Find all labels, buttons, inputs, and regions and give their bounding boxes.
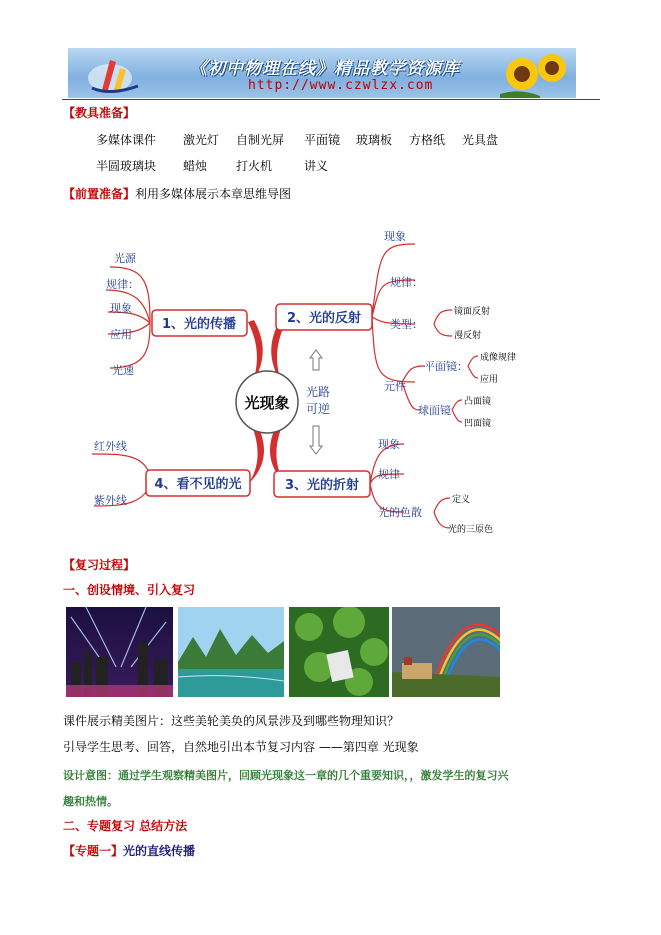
tools-heading: 【教具准备】 — [63, 106, 136, 120]
mindmap-leaf: 成像规律 — [480, 353, 517, 363]
mindmap-leaf: 球面镜 — [418, 404, 451, 417]
branch-4: 4、看不见的光 — [154, 477, 242, 492]
tool-item: 平面镜 — [304, 133, 341, 147]
tool-item: 方格纸 — [409, 133, 446, 147]
logo-icon — [80, 52, 150, 96]
mindmap-leaf: 现象 — [110, 302, 132, 315]
mindmap-leaf: 凹面镜 — [464, 419, 492, 429]
review-heading: 【复习过程】 — [63, 558, 136, 572]
mindmap-leaf: 紫外线 — [94, 494, 127, 507]
banner-title: 《初中物理在线》精品教学资源库 — [190, 59, 460, 79]
part2-heading: 二、专题复习 总结方法 — [63, 819, 188, 833]
mindmap-leaf: 凸面镜 — [464, 397, 492, 407]
mindmap-leaf: 现象 — [384, 230, 406, 243]
banner-url[interactable]: http://www.czwlzx.com — [248, 78, 434, 93]
tool-item: 自制光屏 — [236, 133, 285, 147]
mindmap-leaf: 镜面反射 — [454, 307, 491, 317]
sunflower-icon — [500, 50, 570, 98]
mindmap-leaf: 光源 — [114, 252, 136, 265]
mindmap-leaf: 规律： — [390, 276, 423, 289]
mindmap-leaf: 规律 — [378, 468, 400, 481]
tool-item: 蜡烛 — [183, 159, 208, 173]
mindmap-leaf: 应用 — [110, 328, 132, 341]
prep-heading: 【前置准备】 — [63, 187, 136, 201]
tool-item: 玻璃板 — [356, 133, 393, 147]
mindmap-leaf: 平面镜： — [424, 360, 468, 373]
mindmap-leaf: 光速 — [112, 364, 134, 377]
tool-item: 多媒体课件 — [96, 133, 157, 147]
review-line-2: 引导学生思考、回答，自然地引出本节复习内容 ——第四章 光现象 — [63, 740, 419, 754]
mindmap — [80, 222, 520, 542]
mindmap-leaf: 光的三原色 — [448, 525, 494, 535]
prep-text: 利用多媒体展示本章思维导图 — [135, 187, 292, 201]
mindmap-leaf: 漫反射 — [454, 331, 482, 341]
mindmap-leaf: 红外线 — [94, 440, 127, 453]
tool-item: 激光灯 — [183, 133, 220, 147]
topic-one-text: 光的直线传播 — [123, 844, 196, 858]
arrow-down-icon — [310, 426, 322, 454]
part1-heading: 一、创设情境、引入复习 — [63, 583, 196, 597]
design-intent-1: 设计意图：通过学生观察精美图片，回顾光现象这一章的几个重要知识，，激发学生的复习兴 — [63, 769, 509, 782]
tool-item: 打火机 — [236, 159, 273, 173]
photo-rainbow — [392, 607, 500, 697]
mindmap-leaf: 元件 — [384, 380, 406, 393]
middle-label-1: 光路 — [306, 385, 331, 399]
photo-forest — [289, 607, 389, 697]
tool-item: 光具盘 — [462, 133, 499, 147]
topic-one-heading — [63, 842, 195, 859]
header-banner — [68, 48, 576, 98]
branch-2: 2、光的反射 — [286, 311, 362, 326]
middle-label-2: 可逆 — [306, 402, 331, 416]
arrow-up-icon — [310, 350, 322, 370]
photo-city-lights — [66, 607, 173, 697]
review-line-1: 课件展示精美图片：这些美轮美奂的风景涉及到哪些物理知识？ — [63, 714, 400, 728]
mindmap-leaf: 定义 — [452, 495, 471, 505]
mindmap-leaf: 规律： — [106, 278, 139, 291]
design-intent-2: 趣和热情。 — [63, 795, 118, 808]
mindmap-leaf: 应用 — [480, 375, 499, 385]
prep-line — [63, 183, 291, 202]
mindmap-leaf: 光的色散 — [378, 506, 422, 519]
header-rule — [62, 99, 600, 100]
mindmap-center: 光现象 — [244, 394, 290, 412]
tool-item: 讲义 — [304, 159, 329, 173]
branch-1: 1、光的传播 — [161, 317, 237, 332]
mindmap-leaf: 类型： — [390, 318, 423, 331]
branch-3: 3、光的折射 — [284, 478, 360, 493]
photo-mountain-river — [178, 607, 284, 697]
tool-item: 半圆玻璃块 — [96, 159, 157, 173]
mindmap-leaf: 现象 — [378, 438, 400, 451]
topic-one-bracket: 【专题一】 — [63, 844, 124, 858]
